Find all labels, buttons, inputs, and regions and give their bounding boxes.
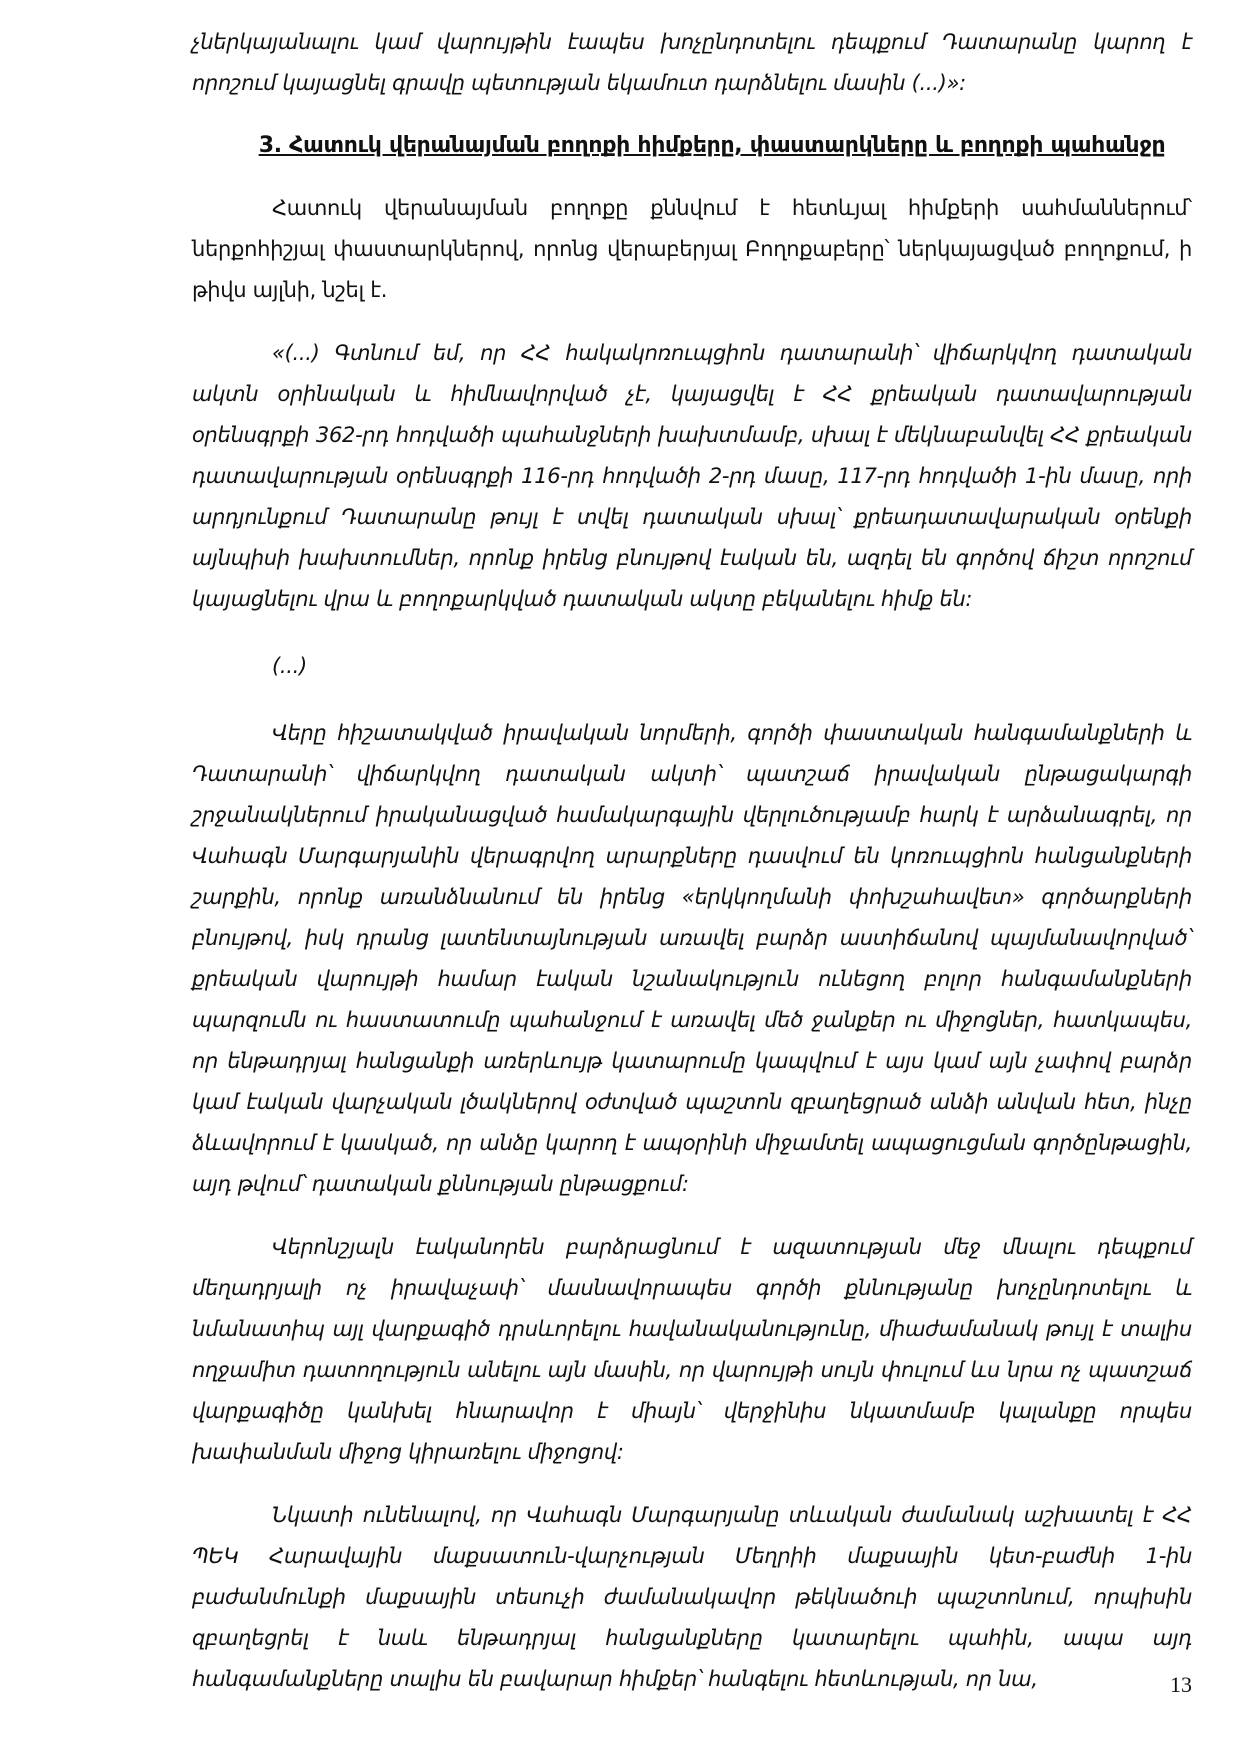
page-content — [192, 22, 1192, 1700]
section-heading: 3. Հատուկ վերանայման բողոքի հիմքերը, փաստարկները և բողոքի պահանջը — [258, 133, 1166, 158]
quoted-paragraph-2: Վերը հիշատակված իրավական նորմերի, գործի փաստական հանգամանքների և Դատարանի՝ վիճարկվող դատական ակտի՝ պատշաճ իրավական ընթացակարգի շրջանակներում իրականացված համակարգային վերլուծությամբ հարկ է արձանագրել, որ Վահագն Մարգարյանին վերագրվող արարքները դասվում են կոռուպցիոն հանցանքների շարքին, որոնք առանձնանում են իրենց «երկկողմանի փոխշահավետ» գործարքների բնույթով, իսկ դրանց լատենտայնության առավել բարձր աստիճանով պայմանավորված՝ քրեական վարույթի համար էական նշանակություն ունեցող բոլոր հանգամանքների պարզումն ու հաստատումը պահանջում է առավել մեծ ջանքեր ու միջոցներ, հատկապես, որ ենթադրյալ հանցանքի առերևույթ կատարումը կապվում է այս կամ այն չափով բարձր կամ էական վարչական լծակներով օժտված պաշտոն զբաղեցրած անձի անվան հետ, ինչը ձևավորում է կասկած, որ անձը կարող է ապօրինի միջամտել ապացուցման գործընթացին, այդ թվում՝ դատական քննության ընթացքում: — [192, 721, 1192, 1196]
quoted-paragraph-3: Վերոնշյալն էականորեն բարձրացնում է ազատության մեջ մնալու դեպքում մեղադրյալի ոչ իրավաչափ՝ մասնավորապես գործի քննությանը խոչընդոտելու և նմանատիպ այլ վարքագիծ դրսևորելու հավանականությունը, միաժամանակ թույլ է տալիս ողջամիտ դատողություն անելու այն մասին, որ վարույթի սույն փուլում ևս նրա ոչ պատշաճ վարքագիծը կանխել հնարավոր է միայն՝ վերջինիս նկատմամբ կալանքը որպես խափանման միջոց կիրառելու միջոցով: — [192, 1235, 1192, 1464]
ellipsis-paragraph: (...) — [272, 654, 307, 678]
quoted-paragraph-1: «(...) Գտնում եմ, որ ՀՀ հակակոռուպցիոն դատարանի՝ վիճարկվող դատական ակտն օրինական և հիմնավորված չէ, կայացվել է ՀՀ քրեական դատավարության օրենսգրքի 362-րդ հոդվածի պահանջների խախտմամբ, սխալ է մեկնաբանվել ՀՀ քրեական դատավարության օրենսգրքի 116-րդ հոդվածի 2-րդ մասը, 117-րդ հոդվածի 1-ին մասը, որի արդյունքում Դատարանը թույլ է տվել դատական սխալ՝ քրեադատավարական օրենքի այնպիսի խախտումներ, որոնք իրենց բնույթով էական են, ազդել են գործով ճիշտ որոշում կայացնելու վրա և բողոքարկված դատական ակտը բեկանելու հիմք են: — [192, 341, 1192, 611]
continuation-paragraph: չներկայանալու կամ վարույթին էապես խոչընդոտելու դեպքում Դատարանը կարող է որոշում կայացնել գրավը պետության եկամուտ դարձնելու մասին (...)»: — [192, 30, 1192, 95]
intro-paragraph: Հատուկ վերանայման բողոքը քննվում է հետևյալ հիմքերի սահմաններում՝ ներքոհիշյալ փաստարկներով, որոնց վերաբերյալ Բողոքաբերը՝ ներկայացված բողոքում, ի թիվս այլնի, նշել է. — [192, 196, 1192, 302]
quoted-paragraph-4: Նկատի ունենալով, որ Վահագն Մարգարյանը տևական ժամանակ աշխատել է ՀՀ ՊԵԿ Հարավային մաքսատուն-վարչության Մեղրիի մաքսային կետ-բաժնի 1-ին բաժանմունքի մաքսային տեսուչի ժամանակավոր թեկնածուի պաշտոնում, որպիսին զբաղեցրել է նաև ենթադրյալ հանցանքները կատարելու պահին, ապա այդ հանգամանքները տալիս են բավարար հիմքեր՝ հանգելու հետևության, որ նա, — [192, 1503, 1192, 1691]
page-number: 13 — [1170, 1672, 1192, 1697]
